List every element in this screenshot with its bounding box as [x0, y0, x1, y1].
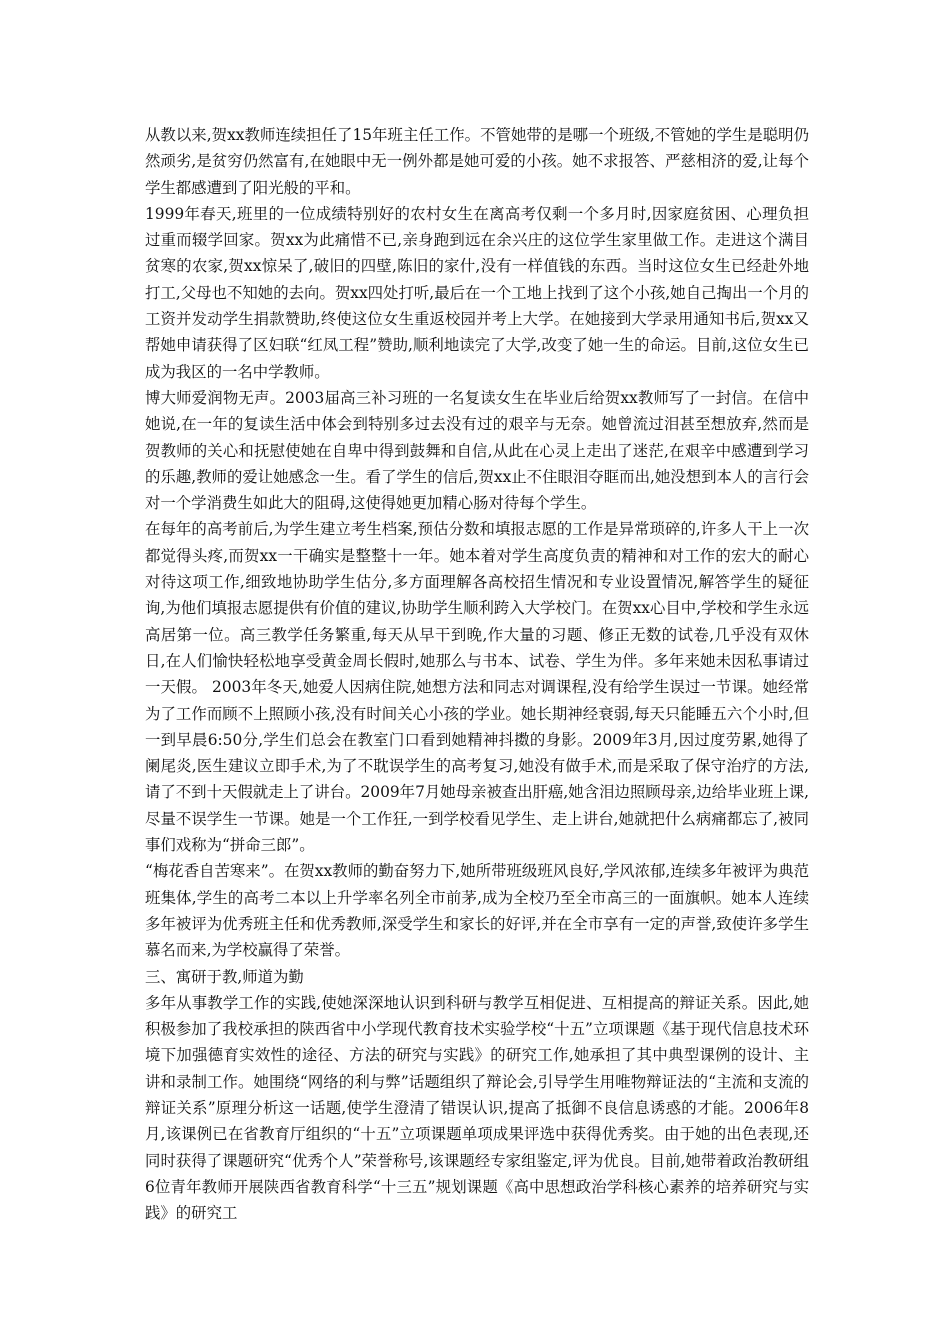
paragraph-2003-letter: 博大师爱润物无声。2003届高三补习班的一名复读女生在毕业后给贺xx教师写了一封信。在信中她说,在一年的复读生活中体会到特别多过去没有过的艰辛与无奈。她曾流过泪甚至想放弃,然而是贺教师的关心和抚慰使她在自卑中得到鼓舞和自信,从此在心灵上走出了迷茫,在艰辛中感遭到学习的乐趣,教师的爱让她感念一生。看了学生的信后,贺xx止不住眼泪夺眶而出,她没想到本人的言行会对一个学消费生如此大的阻碍,这使得她更加精心肠对待每个学生。 — [145, 388, 809, 513]
paragraph-head-teacher-intro: 从教以来,贺xx教师连续担任了15年班主任工作。不管她带的是哪一个班级,不管她的学生是聪明仍然顽劣,是贫穷仍然富有,在她眼中无一例外都是她可爱的小孩。她不求报答、严慈相济的爱,让每个学生都感遭到了阳光般的平和。 — [145, 126, 809, 197]
paragraph-research-work: 多年从事教学工作的实践,使她深深地认识到科研与教学互相促进、互相提高的辩证关系。因此,她积极参加了我校承担的陕西省中小学现代教育技术实验学校“十五”立项课题《基于现代信息技术环境下加强德育实效性的途径、方法的研究与实践》的研究工作,她承担了其中典型课例的设计、主讲和录制工作。她围绕“网络的利与弊”话题组织了辩论会,引导学生用唯物辩证法的“主流和支流的辩证关系”原理分析这一话题,使学生澄清了错误认识,提高了抵御不良信息诱惑的才能。2006年8月,该课例已在省教育厅组织的“十五”立项课题单项成果评选中获得优秀奖。由于她的出色表现,还同时获得了课题研究“优秀个人”荣誉称号,该课题经专家组鉴定,评为优良。目前,她带着政治教研组6位青年教师开展陕西省教育科学“十三五”规划课题《高中思想政治学科核心素养的培养研究与实践》的研究工 — [145, 993, 809, 1223]
paragraph-1999-student-story: 1999年春天,班里的一位成绩特别好的农村女生在离高考仅剩一个多月时,因家庭贫困、心理负担过重而辍学回家。贺xx为此痛惜不已,亲身跑到远在余兴庄的这位学生家里做工作。走进这个满目贫寒的农家,贺xx惊呆了,破旧的四壁,陈旧的家什,没有一样值钱的东西。当时这位女生已经赴外地打工,父母也不知她的去向。贺xx四处打听,最后在一个工地上找到了这个小孩,她自己掏出一个月的工资并发动学生捐款赞助,终使这位女生重返校园并考上大学。在她接到大学录用通知书后,贺xx又帮她申请获得了区妇联“红凤工程”赞助,顺利地读完了大学,改变了她一生的命运。目前,这位女生已成为我区的一名中学教师。 — [145, 204, 809, 381]
paragraph-exam-dedication: 在每年的高考前后,为学生建立考生档案,预估分数和填报志愿的工作是异常琐碎的,许多人干上一次都觉得头疼,而贺xx一干确实是整整十一年。她本着对学生高度负责的精神和对工作的宏大的耐心对待这项工作,细致地协助学生估分,多方面理解各高校招生情况和专业设置情况,解答学生的疑征询,为他们填报志愿提供有价值的建议,协助学生顺利跨入大学校门。在贺xx心目中,学校和学生永远高居第一位。高三教学任务繁重,每天从早干到晚,作大量的习题、修正无数的试卷,几乎没有双休日,在人们愉快轻松地享受黄金周长假时,她那么与书本、试卷、学生为伴。多年来她未因私事请过一天假。 2003年冬天,她爱人因病住院,她想方法和同志对调课程,没有给学生误过一节课。她经常为了工作而顾不上照顾小孩,没有时间关心小孩的学业。她长期神经衰弱,每天只能睡五六个小时,但一到早晨6:50分,学生们总会在教室门口看到她精神抖擞的身影。2009年3月,因过度劳累,她得了阑尾炎,医生建议立即手术,为了不耽误学生的高考复习,她没有做手术,而是采取了保守治疗的方法,请了不到十天假就走上了讲台。2009年7月她母亲被查出肝癌,她含泪边照顾母亲,边给毕业班上课,尽量不误学生一节课。她是一个工作狂,一到学校看见学生、走上讲台,她就把什么病痛都忘了,被同事们戏称为“拼命三郎”。 — [145, 520, 809, 855]
paragraph-plum-blossom: “梅花香自苦寒来”。在贺xx教师的勤奋努力下,她所带班级班风良好,学风浓郁,连续多年被评为典范班集体,学生的高考二本以上升学率名列全市前茅,成为全校乃至全市高三的一面旗帜。她本人连续多年被评为优秀班主任和优秀教师,深受学生和家长的好评,并在全市享有一定的声誉,致使许多学生慕名而来,为学校赢得了荣誉。 — [145, 862, 809, 960]
section-heading-research: 三、寓研于教,师道为勤 — [145, 967, 304, 986]
document-body — [145, 122, 809, 1226]
